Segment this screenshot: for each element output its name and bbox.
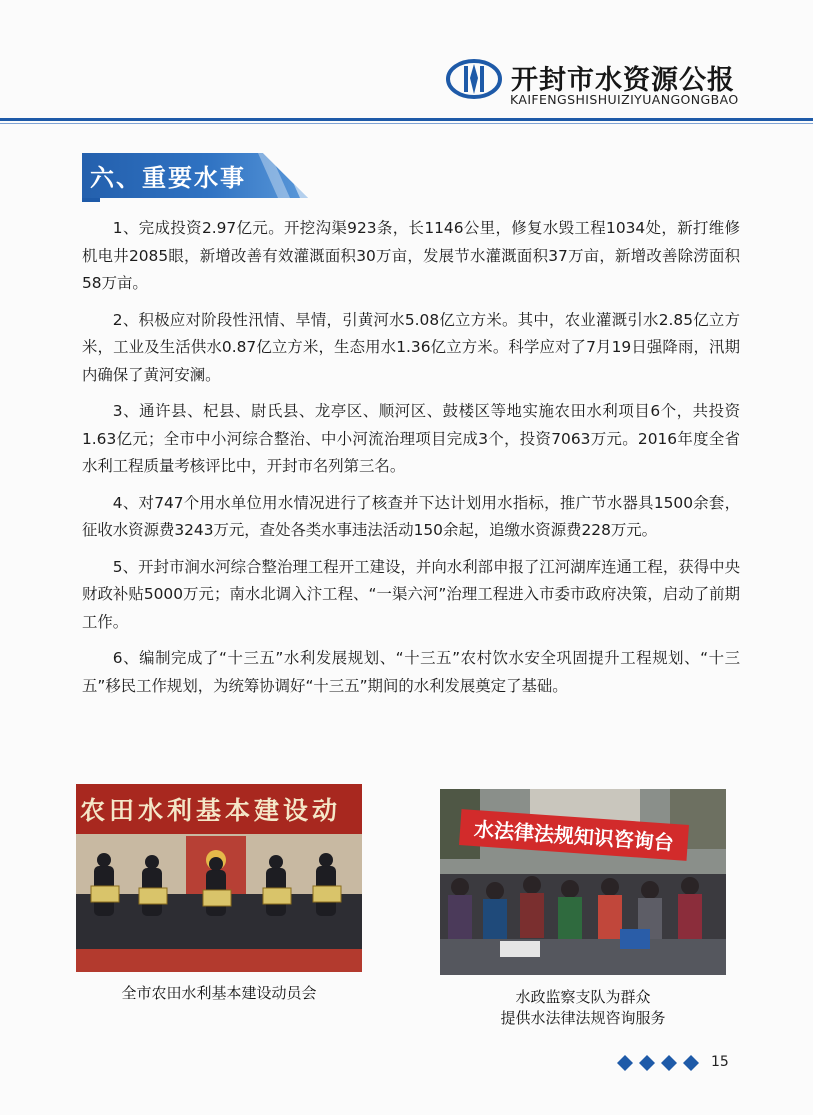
- caption-line: 全市农田水利基本建设动员会: [121, 984, 317, 1002]
- meeting-banner-text: 农田水利基本建设动: [80, 796, 342, 825]
- article-body: [82, 215, 740, 709]
- page-ornament: [617, 1054, 707, 1072]
- consultation-photo: [440, 789, 726, 975]
- paragraph-2: 2、积极应对阶段性汛情、旱情，引黄河水5.08亿立方米。其中，农业灌溉引水2.85亿立方米，工业及生活供水0.87亿立方米，生态用水1.36亿立方米。科学应对了7月19日强降雨，汛期内确保了黄河安澜。: [82, 310, 740, 384]
- paragraph-3: 3、通许县、杞县、尉氏县、龙亭区、顺河区、鼓楼区等地实施农田水利项目6个，共投资1.63亿元；全市中小河综合整治、中小河流治理项目完成3个，投资7063万元。2016年度全省水利工程质量考核评比中，开封市名列第三名。: [82, 402, 740, 475]
- caption-line: 水政监察支队为群众: [515, 988, 651, 1006]
- water-resources-logo-icon: [445, 58, 503, 100]
- header-divider-thin: [0, 123, 813, 124]
- paragraph-4: 4、对747个用水单位用水情况进行了核查并下达计划用水指标，推广节水器具1500余套，征收水资源费3243万元，查处各类水事违法活动150余起，追缴水资源费228万元。: [82, 493, 740, 539]
- meeting-photo: [76, 784, 362, 972]
- paragraph-1: 1、完成投资2.97亿元。开挖沟渠923条，长1146公里，修复水毁工程1034处，新打维修机电井2085眼，新增改善有效灌溉面积30万亩，发展节水灌溉面积37万亩，新增改善除涝面积58万亩。: [82, 219, 740, 292]
- consultation-banner-text: 水法律法规知识咨询台: [473, 817, 675, 855]
- publication-subtitle: KAIFENGSHISHUIZIYUANGONGBAO: [510, 92, 739, 107]
- caption-line: 提供水法律法规咨询服务: [500, 1009, 666, 1027]
- consultation-photo-caption: [440, 987, 726, 1029]
- meeting-photo-caption: [76, 983, 362, 1004]
- section-banner-tail: [82, 198, 100, 202]
- section-heading: 六、重要水事: [90, 164, 246, 192]
- publication-title: 开封市水资源公报: [511, 65, 735, 96]
- paragraph-6: 6、编制完成了“十三五”水利发展规划、“十三五”农村饮水安全巩固提升工程规划、“十三五”移民工作规划，为统筹协调好“十三五”期间的水利发展奠定了基础。: [82, 649, 740, 695]
- page-number: 15: [711, 1054, 729, 1070]
- paragraph-5: 5、开封市涧水河综合整治理工程开工建设，并向水利部申报了江河湖库连通工程，获得中央财政补贴5000万元；南水北调入汴工程、“一渠六河”治理工程进入市委市政府决策，启动了前期工作。: [82, 557, 740, 631]
- header-divider: [0, 118, 813, 121]
